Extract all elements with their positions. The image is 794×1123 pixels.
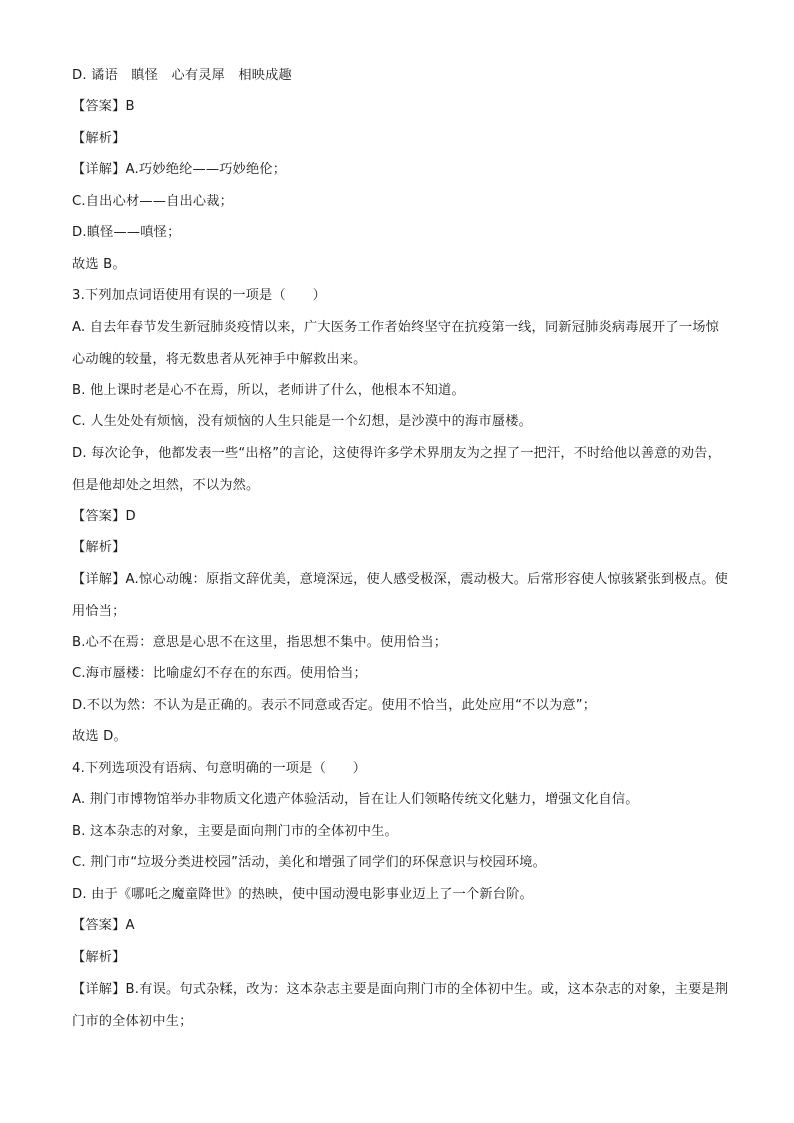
q3-option-d: D. 每次论争，他都发表一些“出格”的言论，这使得许多学术界朋友为之捏了一把汗，不时给他以善意的劝告，但是他却处之坦然，不以为然。 — [72, 446, 722, 493]
q4-stem: 4.下列选项没有语病、句意明确的一项是（ ） — [72, 761, 367, 776]
q2-option-d: D. 谲语 瞋怪 心有灵犀 相映成趣 — [72, 68, 292, 83]
q3-detail-d: D.不以为然：不认为是正确的。表示不同意或否定。使用不恰当，此处应用“不以为意”； — [72, 698, 597, 713]
q4-detail-b: 【详解】B.有误。句式杂糅，改为：这本杂志主要是面向荆门市的全体初中生。或，这本杂志的对象，主要是荆门市的全体初中生； — [72, 982, 729, 1029]
q2-answer: 【答案】B — [72, 99, 135, 114]
q4-option-a: A. 荆门市博物馆举办非物质文化遗产体验活动，旨在让人们领略传统文化魅力，增强文化自信。 — [72, 792, 639, 807]
q3-option-c: C. 人生处处有烦恼，没有烦恼的人生只能是一个幻想，是沙漠中的海市蜃楼。 — [72, 414, 532, 429]
q3-analysis-label: 【解析】 — [72, 540, 126, 555]
q4-answer: 【答案】A — [72, 918, 135, 933]
q2-detail-a: 【详解】A.巧妙绝纶——巧妙绝伦； — [72, 162, 287, 177]
q2-analysis-label: 【解析】 — [72, 131, 126, 146]
q3-option-b: B. 他上课时老是心不在焉，所以，老师讲了什么，他根本不知道。 — [72, 383, 465, 398]
q4-option-c: C. 荆门市“垃圾分类进校园”活动，美化和增强了同学们的环保意识与校园环境。 — [72, 855, 547, 870]
q3-detail-a: 【详解】A.惊心动魄：原指文辞优美，意境深远，使人感受极深，震动极大。后常形容使人惊骇紧张到极点。使用恰当； — [72, 572, 728, 619]
q2-detail-c: C.自出心材——自出心裁； — [72, 194, 234, 209]
q2-detail-d: D.瞋怪——嗔怪； — [72, 225, 181, 240]
q3-detail-c: C.海市蜃楼：比喻虚幻不存在的东西。使用恰当； — [72, 666, 367, 681]
q3-detail-b: B.心不在焉：意思是心思不在这里，指思想不集中。使用恰当； — [72, 635, 448, 650]
q4-option-b: B. 这本杂志的对象，主要是面向荆门市的全体初中生。 — [72, 824, 398, 839]
q3-stem: 3.下列加点词语使用有误的一项是（ ） — [72, 288, 326, 303]
q4-analysis-label: 【解析】 — [72, 950, 126, 965]
q4-option-d: D. 由于《哪吒之魔童降世》的热映，使中国动漫电影事业迈上了一个新台阶。 — [72, 887, 533, 902]
q3-conclusion: 故选 D。 — [72, 729, 127, 744]
q3-option-a: A. 自去年春节发生新冠肺炎疫情以来，广大医务工作者始终坚守在抗疫第一线，同新冠肺炎病毒展开了一场惊心动魄的较量，将无数患者从死神手中解救出来。 — [72, 320, 719, 367]
q2-conclusion: 故选 B。 — [72, 257, 126, 272]
q3-answer: 【答案】D — [72, 509, 136, 524]
